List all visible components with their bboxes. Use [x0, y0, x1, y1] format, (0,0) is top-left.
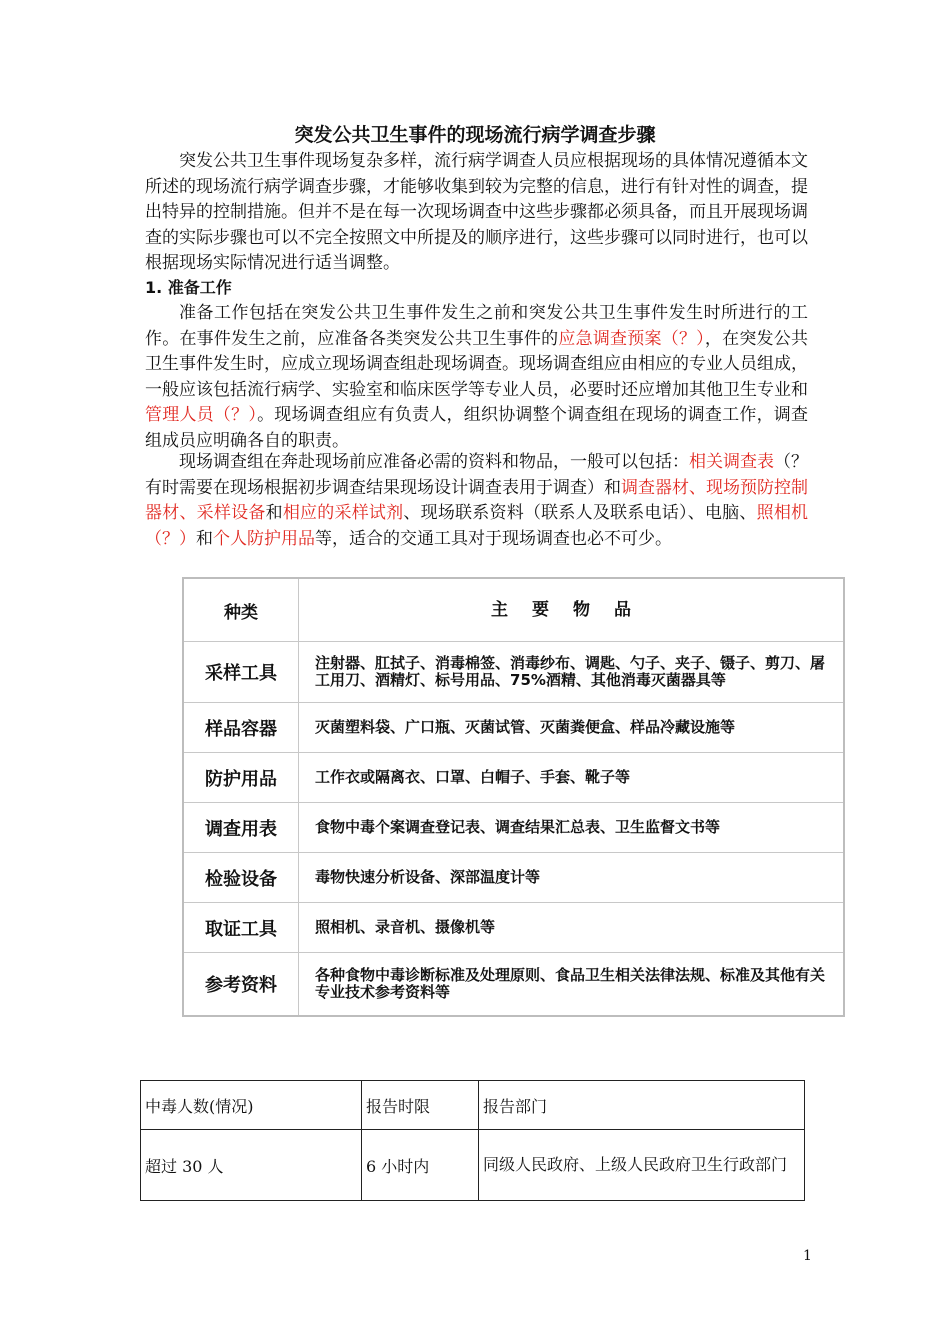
section-heading-preparation: 1. 准备工作	[145, 278, 232, 297]
highlight-survey-forms: 相关调查表	[689, 452, 774, 472]
cell-poisoned-count: 超过 30 人	[141, 1130, 362, 1201]
preparation-text-1: 准备工作包括在突发公共卫生事件发生之前和突发公共卫生事件发生时所进行的工作。在事件发生之前，应准备各类突发公共卫生事件的	[145, 303, 808, 349]
cell-report-deadline: 6 小时内	[362, 1130, 479, 1201]
table-row	[183, 903, 844, 953]
table-row	[141, 1130, 805, 1201]
row-category: 取证工具	[183, 903, 299, 953]
table-row	[183, 753, 844, 803]
materials-text-6: 等，适合的交通工具对于现场调查也必不可少。	[315, 528, 672, 549]
highlight-management-staff: 管理人员（？）	[145, 405, 258, 425]
highlight-camera: 照相机（？）	[145, 503, 809, 549]
row-category: 检验设备	[183, 853, 299, 903]
header-items: 主要物品	[299, 578, 845, 642]
items-table-header	[183, 578, 844, 642]
report-table-header	[141, 1081, 805, 1130]
table-row	[183, 803, 844, 853]
table-row	[183, 642, 844, 703]
row-category: 参考资料	[183, 953, 299, 1016]
row-items: 毒物快速分析设备、深部温度计等	[299, 853, 845, 903]
intro-paragraph: 突发公共卫生事件现场复杂多样，流行病学调查人员应根据现场的具体情况遵循本文所述的现场流行病学调查步骤，才能够收集到较为完整的信息，进行有针对性的调查，提出特异的控制措施。但并不是在每一次现场调查中这些步骤都必须具备，而且开展现场调查的实际步骤也可以不完全按照文中所提及的顺序进行，这些步骤可以同时进行，也可以根据现场实际情况进行适当调整。	[145, 151, 808, 273]
row-items: 灭菌塑料袋、广口瓶、灭菌试管、灭菌粪便盒、样品冷藏设施等	[299, 703, 845, 753]
report-table	[140, 1080, 805, 1201]
table-row	[183, 703, 844, 753]
row-category: 调查用表	[183, 803, 299, 853]
page-number: 1	[803, 1248, 812, 1264]
row-items: 工作衣或隔离衣、口罩、白帽子、手套、靴子等	[299, 753, 845, 803]
highlight-survey-equipment: 调查器材、现场预防控制器材、采样设备	[145, 477, 808, 523]
preparation-paragraph	[145, 301, 808, 454]
row-category: 防护用品	[183, 753, 299, 803]
row-items: 各种食物中毒诊断标准及处理原则、食品卫生相关法律法规、标准及其他有关专业技术参考资料等	[299, 953, 845, 1016]
highlight-sampling-reagents: 相应的采样试剂	[282, 503, 404, 523]
items-table	[182, 577, 845, 1017]
header-category: 种类	[183, 578, 299, 642]
row-category: 采样工具	[183, 642, 299, 703]
materials-paragraph	[145, 450, 808, 552]
materials-text-5: 和	[196, 528, 213, 549]
preparation-text-2: ，在突发公共卫生事件发生时，应成立现场调查组赴现场调查。现场调查组应由相应的专业人员组成，一般应该包括流行病学、实验室和临床医学等专业人员，必要时还应增加其他卫生专业和	[145, 328, 809, 400]
materials-text-1: 现场调查组在奔赴现场前应准备必需的资料和物品，一般可以包括：	[179, 452, 689, 472]
header-report-deadline: 报告时限	[362, 1081, 479, 1130]
row-items: 照相机、录音机、摄像机等	[299, 903, 845, 953]
cell-report-department: 同级人民政府、上级人民政府卫生行政部门	[479, 1130, 805, 1201]
materials-text-4: 、现场联系资料（联系人及联系电话）、电脑、	[403, 503, 757, 523]
table-row	[183, 953, 844, 1016]
header-poisoned-count: 中毒人数(情况)	[141, 1081, 362, 1130]
row-items: 食物中毒个案调查登记表、调查结果汇总表、卫生监督文书等	[299, 803, 845, 853]
highlight-emergency-plan: 应急调查预案（？）	[558, 328, 705, 349]
highlight-protective-gear: 个人防护用品	[213, 528, 315, 549]
preparation-text-3: 。现场调查组应有负责人，组织协调整个调查组在现场的调查工作，调查组成员应明确各自的职责。	[145, 405, 809, 451]
header-report-department: 报告部门	[479, 1081, 805, 1130]
row-items: 注射器、肛拭子、消毒棉签、消毒纱布、调匙、勺子、夹子、镊子、剪刀、屠工用刀、酒精灯、标号用品、75%酒精、其他消毒灭菌器具等	[299, 642, 845, 703]
document-title: 突发公共卫生事件的现场流行病学调查步骤	[294, 124, 656, 146]
materials-text-2: （？有时需要在现场根据初步调查结果现场设计调查表用于调查）和	[145, 452, 808, 498]
materials-text-3: 和	[265, 503, 283, 523]
row-category: 样品容器	[183, 703, 299, 753]
table-row	[183, 853, 844, 903]
